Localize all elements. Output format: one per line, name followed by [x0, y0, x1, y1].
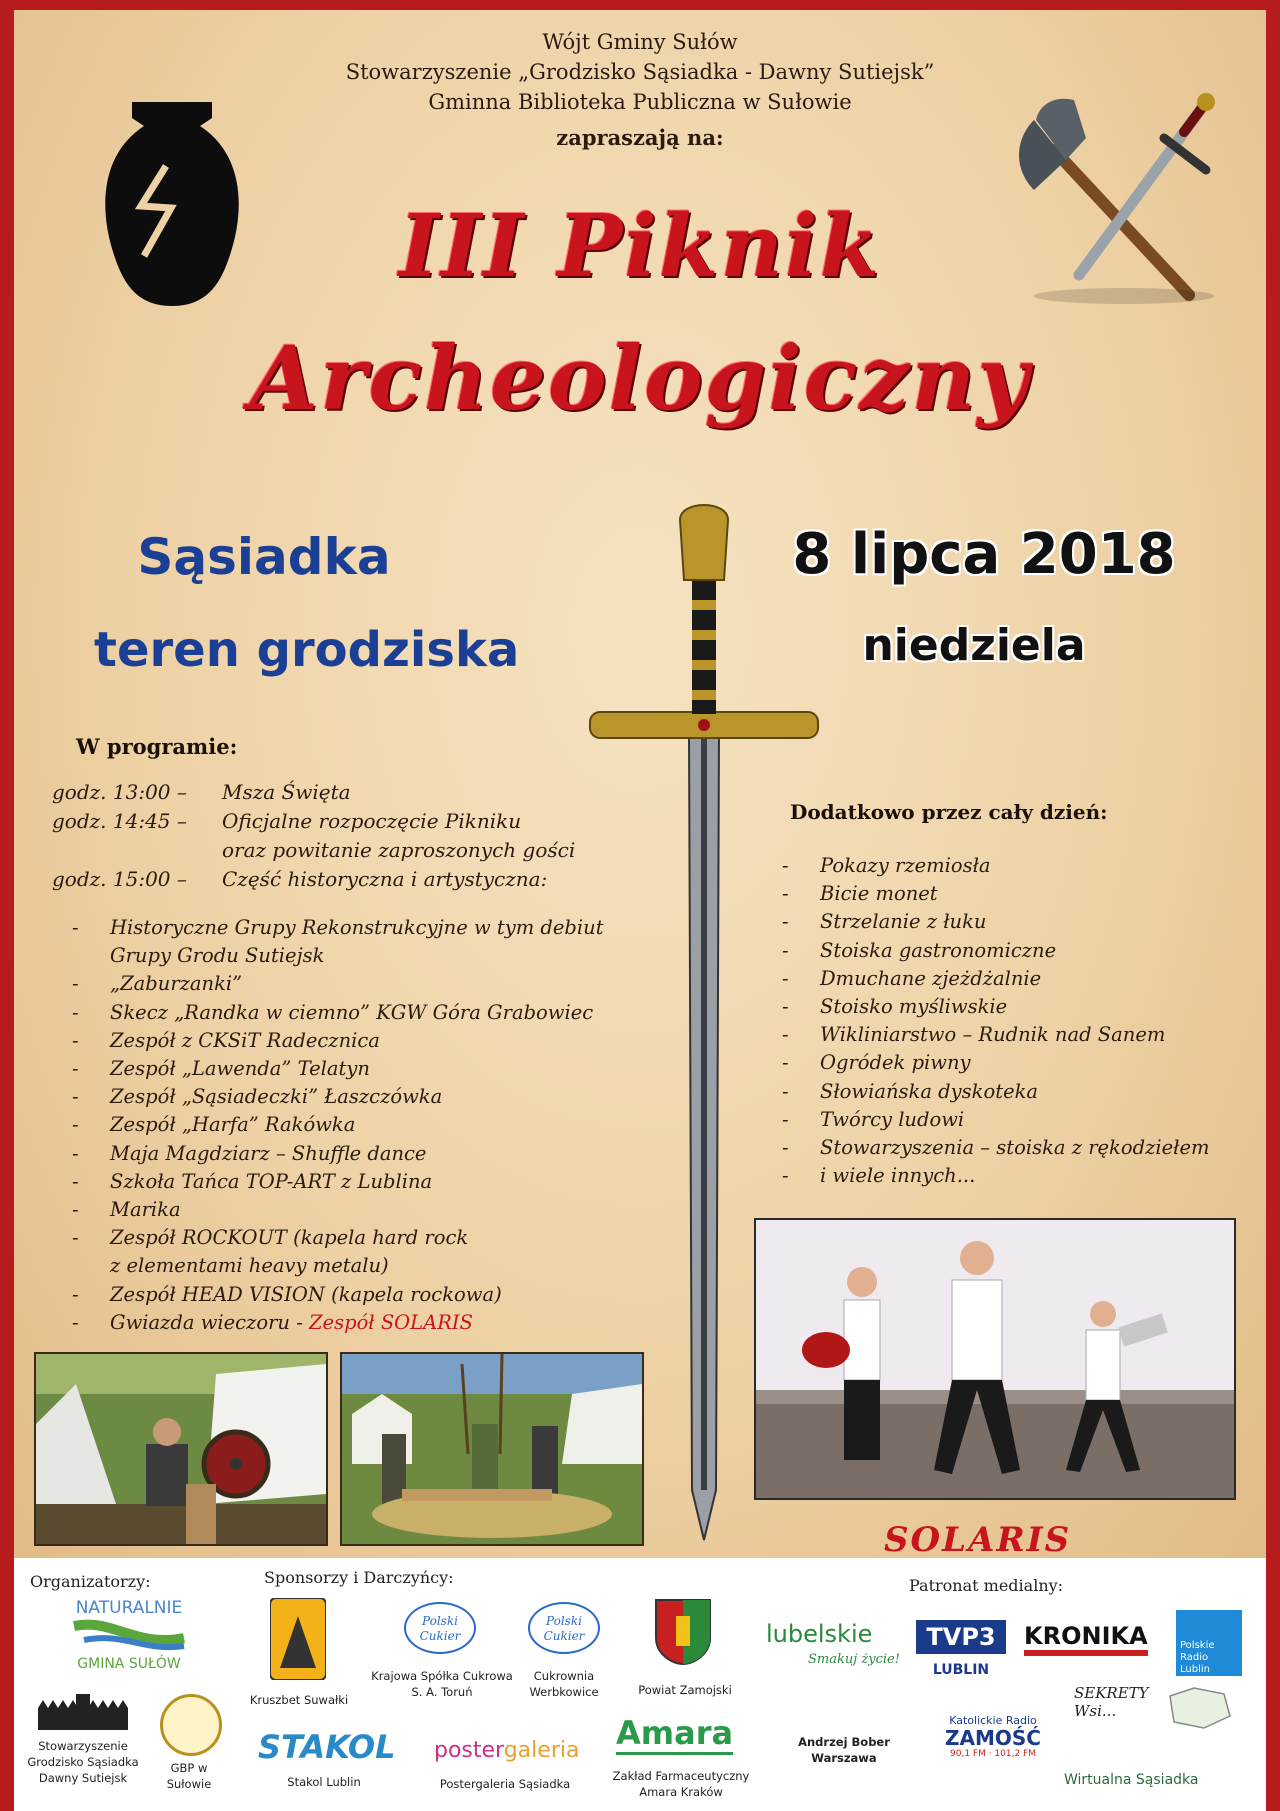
- place-name: Sąsiadka: [137, 528, 391, 586]
- schedule-time-2: godz. 14:45 –: [52, 809, 187, 833]
- list-item: - Ogródek piwny: [782, 1051, 971, 1075]
- place-sub: teren grodziska: [94, 622, 520, 678]
- list-item: - Gwiazda wieczoru - Zespół SOLARIS: [72, 1310, 473, 1334]
- grodzisko-palisade-icon: [38, 1694, 128, 1730]
- kruszbet-caption: Kruszbet Suwałki: [249, 1693, 349, 1707]
- list-item: - Zespół „Lawenda” Telatyn: [72, 1057, 370, 1081]
- postergaleria-logo: postergaleria: [434, 1738, 580, 1763]
- lubelskie-logo: lubelskie: [766, 1620, 873, 1648]
- list-item: - Dmuchane zjeżdżalnie: [782, 966, 1042, 990]
- program-heading: W programie:: [76, 734, 238, 759]
- powiat-caption: Powiat Zamojski: [638, 1683, 732, 1697]
- program-list: [72, 914, 604, 1337]
- sponsors-label: Sponsorzy i Darczyńcy:: [264, 1568, 454, 1587]
- list-item: - Zespół ROCKOUT (kapela hard rock: [72, 1226, 469, 1250]
- list-item: z elementami heavy metalu): [110, 1254, 389, 1278]
- media-label: Patronat medialny:: [909, 1576, 1064, 1595]
- list-item: - Twórcy ludowi: [782, 1107, 965, 1131]
- star-act: Zespół SOLARIS: [308, 1310, 473, 1334]
- photo-solaris-band: [754, 1218, 1236, 1500]
- list-item: - Skecz „Randka w ciemno” KGW Góra Grabowiec: [72, 1000, 594, 1024]
- list-item: - Zespół „Sąsiadeczki” Łaszczówka: [72, 1085, 443, 1109]
- schedule-text-3: oraz powitanie zaproszonych gości: [222, 838, 576, 862]
- list-item: - Pokazy rzemiosła: [782, 854, 991, 877]
- list-item: - Stowarzyszenia – stoiska z rękodziełem: [782, 1136, 1210, 1160]
- tvp3-caption: LUBLIN: [932, 1662, 990, 1678]
- amara-caption: Zakład Farmaceutyczny Amara Kraków: [612, 1769, 750, 1799]
- photo-reenactor-camp: [34, 1352, 328, 1546]
- gbp-seal-icon: [160, 1694, 222, 1756]
- gbp-caption: GBP w Sułowie: [166, 1761, 212, 1791]
- naturalnie-logo: NATURALNIE GMINA SUŁÓW: [54, 1598, 204, 1682]
- list-item: - Bicie monet: [782, 882, 938, 906]
- katolickie-radio-logo: Katolickie Radio ZAMOŚĆ 90,1 FM · 101,2 FM: [945, 1714, 1041, 1759]
- invite-text: zapraszają na:: [556, 125, 724, 150]
- organizer-line-1: Wójt Gminy Sułów: [542, 30, 738, 54]
- lubelskie-tagline: Smakuj życie!: [808, 1652, 900, 1667]
- organizer-line-2: Stowarzyszenie „Grodzisko Sąsiadka - Dawny Sutiejsk”: [345, 60, 935, 84]
- polski-cukier-logo: Polski Cukier: [404, 1602, 476, 1654]
- list-item: - Szkoła Tańca TOP-ART z Lublina: [72, 1169, 433, 1193]
- solaris-caption: SOLARIS: [884, 1520, 1072, 1558]
- list-item: - Zespół „Harfa” Rakówka: [72, 1113, 356, 1137]
- ksc-caption: Krajowa Spółka Cukrowa S. A. Toruń: [371, 1669, 513, 1699]
- river-icon: [54, 1618, 204, 1652]
- list-item: - Historyczne Grupy Rekonstrukcyjne w tym debiut: [72, 916, 604, 939]
- list-item: - Zespół z CKSiT Radecznica: [72, 1028, 380, 1052]
- grodzisko-caption: Stowarzyszenie Grodzisko Sąsiadka Dawny Sutiejsk: [27, 1739, 139, 1785]
- list-item: - Marika: [72, 1198, 181, 1222]
- stakol-logo: STAKOL: [258, 1728, 396, 1766]
- schedule-text-2: Oficjalne rozpoczęcie Pikniku: [222, 809, 522, 833]
- poster: [14, 10, 1266, 1558]
- schedule-text-4: Część historyczna i artystyczna:: [222, 867, 548, 891]
- stakol-caption: Stakol Lublin: [287, 1775, 361, 1789]
- schedule-time-4: godz. 15:00 –: [52, 867, 187, 891]
- title-line-2: Archeologiczny: [249, 326, 1031, 430]
- tvp3-logo: TVP3: [916, 1620, 1006, 1654]
- schedule-time-1: godz. 13:00 –: [52, 780, 187, 804]
- postergaleria-caption: Postergaleria Sąsiadka: [439, 1777, 571, 1791]
- schedule-text-1: Msza Święta: [222, 780, 351, 804]
- polski-cukier-logo-2: Polski Cukier: [528, 1602, 600, 1654]
- extra-list: [782, 852, 1210, 1190]
- event-date: 8 lipca 2018: [792, 522, 1176, 587]
- extra-heading: Dodatkowo przez cały dzień:: [790, 800, 1108, 824]
- region-map-icon: [1164, 1686, 1234, 1730]
- event-day: niedziela: [862, 620, 1086, 671]
- footer-sponsors: [14, 1558, 1266, 1811]
- andrzej-bober-caption: Andrzej Bober Warszawa: [798, 1735, 890, 1765]
- list-item: - „Zaburzanki”: [72, 972, 243, 996]
- list-item: - Wikliniarstwo – Rudnik nad Sanem: [782, 1023, 1166, 1047]
- list-item: - i wiele innych...: [782, 1164, 976, 1188]
- powiat-coat-of-arms-icon: [654, 1598, 712, 1666]
- list-item: - Słowiańska dyskoteka: [782, 1079, 1039, 1103]
- photo-reenactment-crowd: [340, 1352, 644, 1546]
- list-item: - Zespół HEAD VISION (kapela rockowa): [72, 1282, 502, 1306]
- kronika-logo: KRONIKA: [1024, 1622, 1148, 1656]
- wirtualna-sasiadka-logo: Wirtualna Sąsiadka: [1064, 1772, 1199, 1788]
- radio-lublin-logo: Polskie Radio Lublin: [1176, 1610, 1242, 1676]
- list-item: Grupy Grodu Sutiejsk: [110, 944, 325, 968]
- organizer-line-3: Gminna Biblioteka Publiczna w Sułowie: [428, 90, 852, 114]
- list-item: - Maja Magdziarz – Shuffle dance: [72, 1141, 427, 1165]
- kruszbet-icon: [270, 1598, 326, 1680]
- list-item: - Strzelanie z łuku: [782, 910, 987, 934]
- amara-logo: Amara: [616, 1714, 733, 1755]
- list-item: - Stoisko myśliwskie: [782, 995, 1008, 1019]
- organizers-label: Organizatorzy:: [30, 1572, 151, 1591]
- sekrety-wsi-logo: SEKRETY Wsi...: [1074, 1684, 1149, 1720]
- werbkowice-caption: Cukrownia Werbkowice: [529, 1669, 599, 1699]
- title-line-1: III Piknik: [398, 196, 882, 297]
- list-item: - Stoiska gastronomiczne: [782, 938, 1057, 962]
